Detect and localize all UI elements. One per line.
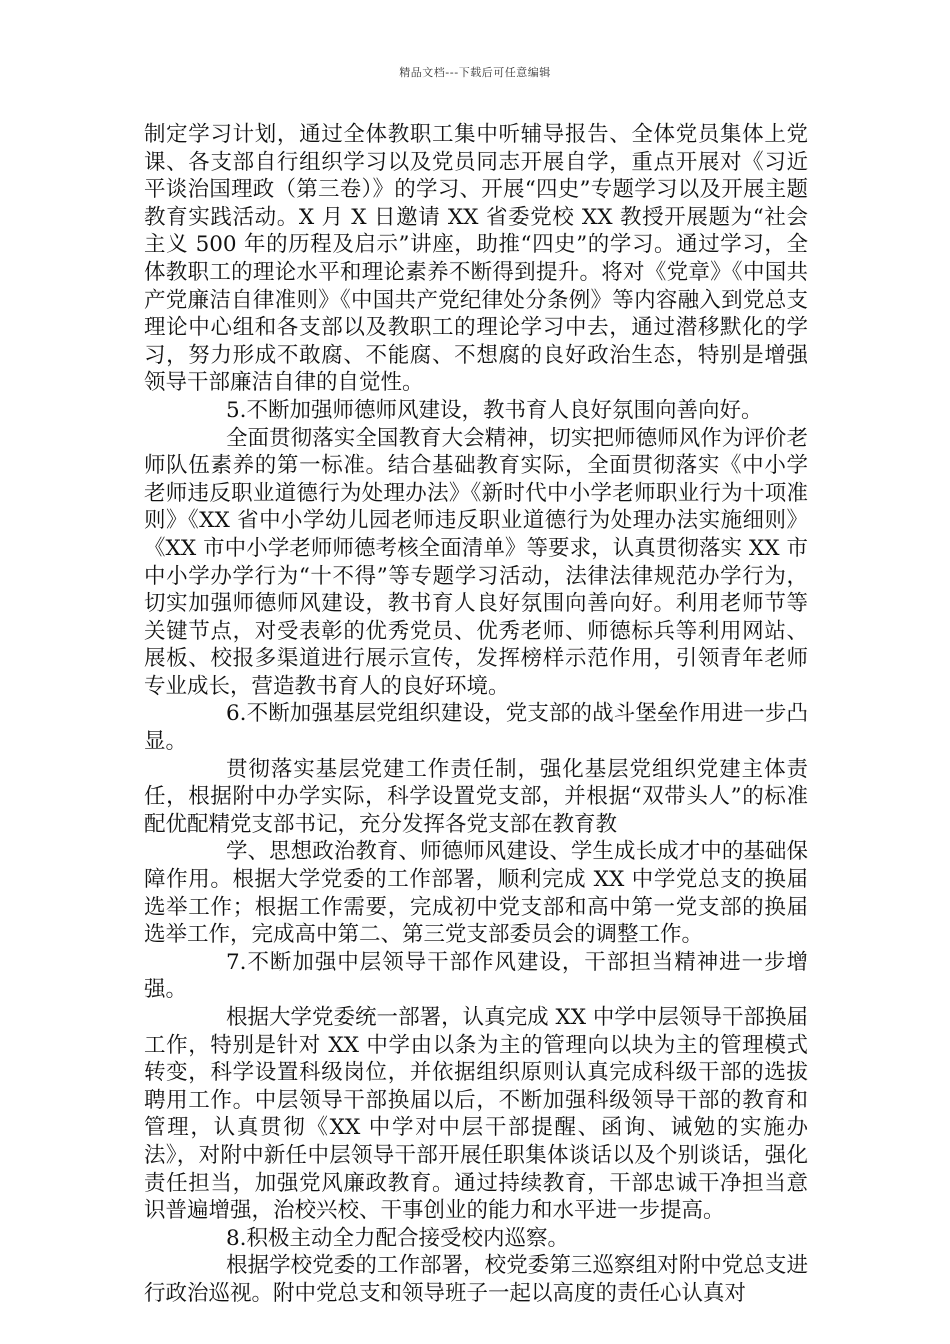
paragraph-party-branch-continued: 学、思想政治教育、师德师风建设、学生成长成才中的基础保障作用。根据大学党委的工作部署，顺利完成 XX 中学党总支的换届选举工作；根据工作需要，完成初中党支部和高中第一党支部的换届选举工作，完成高中第二、第三党支部委员会的调整工作。: [144, 839, 808, 948]
page-header: 精品文档---下载后可任意编辑: [399, 66, 551, 79]
paragraph-study-plan: 制定学习计划，通过全体教职工集中听辅导报告、全体党员集体上党课、各支部自行组织学习以及党员同志开展自学，重点开展对《习近平谈治国理政（第三卷）》的学习、开展“四史”专题学习以及开展主题教育实践活动。X 月 X 日邀请 XX 省委党校 XX 教授开展题为“社会主义 500 年的历程及启示”讲座，助推“四史”的学习。通过学习，全体教职工的理论水平和理论素养不断得到提升。将对《党章》《中国共产党廉洁自律准则》《中国共产党纪律处分条例》等内容融入到党总支理论中心组和各支部以及教职工的理论学习中去，通过潜移默化的学习，努力形成不敢腐、不能腐、不想腐的良好政治生态，特别是增强领导干部廉洁自律的自觉性。: [144, 122, 808, 396]
heading-item-7: 7.不断加强中层领导干部作风建设，干部担当精神进一步增强。: [144, 949, 808, 1003]
document-body: [144, 121, 808, 1308]
paragraph-party-branch: 贯彻落实基层党建工作责任制，强化基层党组织党建主体责任，根据附中办学实际，科学设置党支部，并根据“双带头人”的标准配优配精党支部书记，充分发挥各党支部在教育教: [144, 756, 808, 837]
paragraph-cadre-work: 根据大学党委统一部署，认真完成 XX 中学中层领导干部换届工作，特别是针对 XX 中学由以条为主的管理向以块为主的管理模式转变，科学设置科级岗位，并依据组织原则认真完成科级干部的选拔聘用工作。中层领导干部换届以后，不断加强科级领导干部的教育和管理，认真贯彻《XX 中学对中层干部提醒、函询、诫勉的实施办法》，对附中新任中层领导干部开展任职集体谈话以及个别谈话，强化责任担当，加强党风廉政教育。通过持续教育，干部忠诚干净担当意识普遍增强，治校兴校、干事创业的能力和水平进一步提高。: [144, 1005, 808, 1224]
heading-item-8: 8.积极主动全力配合接受校内巡察。: [226, 1225, 570, 1251]
paragraph-inspection: 根据学校党委的工作部署，校党委第三巡察组对附中党总支进行政治巡视。附中党总支和领导班子一起以高度的责任心认真对: [144, 1253, 808, 1306]
heading-item-5: 5.不断加强师德师风建设，教书育人良好氛围向善向好。: [226, 397, 763, 423]
paragraph-teacher-ethics: 全面贯彻落实全国教育大会精神，切实把师德师风作为评价老师队伍素养的第一标准。结合基础教育实际，全面贯彻落实《中小学老师违反职业道德行为处理办法》《新时代中小学老师职业行为十项准则》《XX 省中小学幼儿园老师违反职业道德行为处理办法实施细则》《XX 市中小学老师师德考核全面清单》等要求，认真贯彻落实 XX 市中小学办学行为“十不得”等专题学习活动，法律法律规范办学行为，切实加强师德师风建设，教书育人良好氛围向善向好。利用老师节等关键节点，对受表彰的优秀党员、优秀老师、师德标兵等利用网站、展板、校报多渠道进行展示宣传，发挥榜样示范作用，引领青年老师专业成长，营造教书育人的良好环境。: [144, 425, 808, 699]
heading-item-6: 6.不断加强基层党组织建设，党支部的战斗堡垒作用进一步凸显。: [144, 701, 808, 755]
